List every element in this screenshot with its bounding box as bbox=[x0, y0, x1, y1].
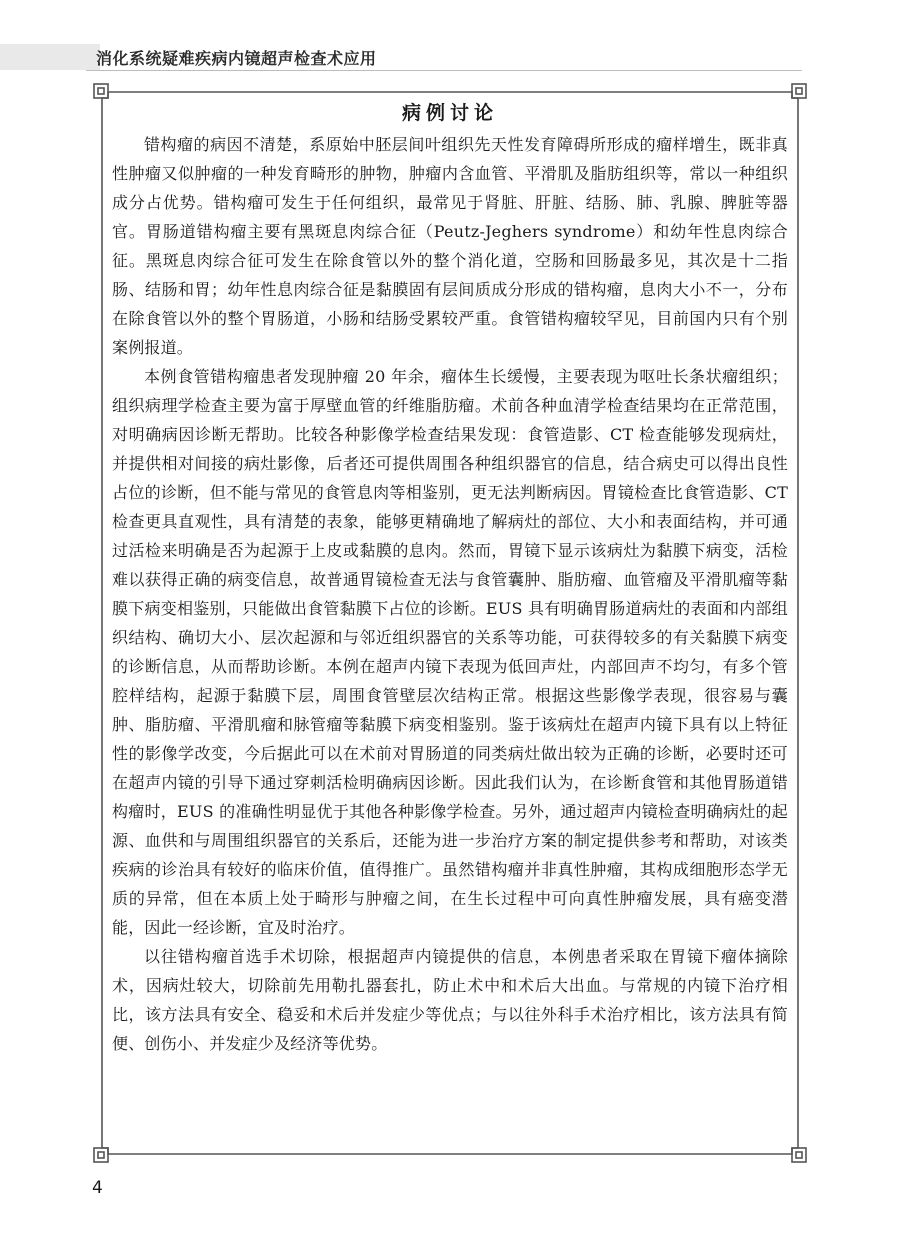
section-title: 病例讨论 bbox=[401, 102, 498, 124]
paragraph-case-analysis: 本例食管错构瘤患者发现肿瘤 20 年余，瘤体生长缓慢，主要表现为呕吐长条状瘤组织；组织病理学检查主要为富于厚壁血管的纤维脂肪瘤。术前各种血清学检查结果均在正常范围，对明确病因诊断无帮助。比较各种影像学检查结果发现：食管造影、CT 检查能够发现病灶，并提供相对间接的病灶影像，后者还可提供周围各种组织器官的信息，结合病史可以得出良性占位的诊断，但不能与常见的食管息肉等相鉴别，更无法判断病因。胃镜检查比食管造影、CT 检查更具直观性，具有清楚的表象，能够更精确地了解病灶的部位、大小和表面结构，并可通过活检来明确是否为起源于上皮或黏膜的息肉。然而，胃镜下显示该病灶为黏膜下病变，活检难以获得正确的病变信息，故普通胃镜检查无法与食管囊肿、脂肪瘤、血管瘤及平滑肌瘤等黏膜下病变相鉴别，只能做出食管黏膜下占位的诊断。EUS 具有明确胃肠道病灶的表面和内部组织结构、确切大小、层次起源和与邻近组织器官的关系等功能，可获得较多的有关黏膜下病变的诊断信息，从而帮助诊断。本例在超声内镜下表现为低回声灶，内部回声不均匀，有多个管腔样结构，起源于黏膜下层，周围食管壁层次结构正常。根据这些影像学表现，很容易与囊肿、脂肪瘤、平滑肌瘤和脉管瘤等黏膜下病变相鉴别。鉴于该病灶在超声内镜下具有以上特征性的影像学改变，今后据此可以在术前对胃肠道的同类病灶做出较为正确的诊断，必要时还可在超声内镜的引导下通过穿刺活检明确病因诊断。因此我们认为，在诊断食管和其他胃肠道错构瘤时，EUS 的准确性明显优于其他各种影像学检查。另外，通过超声内镜检查明确病灶的起源、血供和与周围组织器官的关系后，还能为进一步治疗方案的制定提供参考和帮助，对该类疾病的诊治具有较好的临床价值，值得推广。虽然错构瘤并非真性肿瘤，其构成细胞形态学无质的异常，但在本质上处于畸形与肿瘤之间，在生长过程中可向真性肿瘤发展，具有癌变潜能，因此一经诊断，宜及时治疗。 bbox=[112, 367, 788, 937]
page-number: 4 bbox=[92, 1178, 103, 1198]
running-header-title: 消化系统疑难疾病内镜超声检查术应用 bbox=[96, 49, 377, 68]
frame-corner-bottom-right bbox=[778, 1134, 806, 1162]
paragraph-etiology: 错构瘤的病因不清楚，系原始中胚层间叶组织先天性发育障碍所形成的瘤样增生，既非真性肿瘤又似肿瘤的一种发育畸形的肿物，肿瘤内含血管、平滑肌及脂肪组织等，常以一种组织成分占优势。错构瘤可发生于任何组织，最常见于肾脏、肝脏、结肠、肺、乳腺、脾脏等器官。胃肠道错构瘤主要有黑斑息肉综合征（Peutz-Jeghers syndrome）和幼年性息肉综合征。黑斑息肉综合征可发生在除食管以外的整个消化道，空肠和回肠最多见，其次是十二指肠、结肠和胃；幼年性息肉综合征是黏膜固有层间质成分形成的错构瘤，息肉大小不一，分布在除食管以外的整个胃肠道，小肠和结肠受累较严重。食管错构瘤较罕见，目前国内只有个别案例报道。 bbox=[112, 135, 788, 357]
paragraph-treatment: 以往错构瘤首选手术切除，根据超声内镜提供的信息，本例患者采取在胃镜下瘤体摘除术，因病灶较大，切除前先用勒扎器套扎，防止术中和术后大出血。与常规的内镜下治疗相比，该方法具有安全、稳妥和术后并发症少等优点；与以往外科手术治疗相比，该方法具有简便、创伤小、并发症少及经济等优势。 bbox=[112, 947, 788, 1053]
frame-corner-bottom-left bbox=[94, 1134, 122, 1162]
body-text bbox=[112, 130, 788, 1058]
